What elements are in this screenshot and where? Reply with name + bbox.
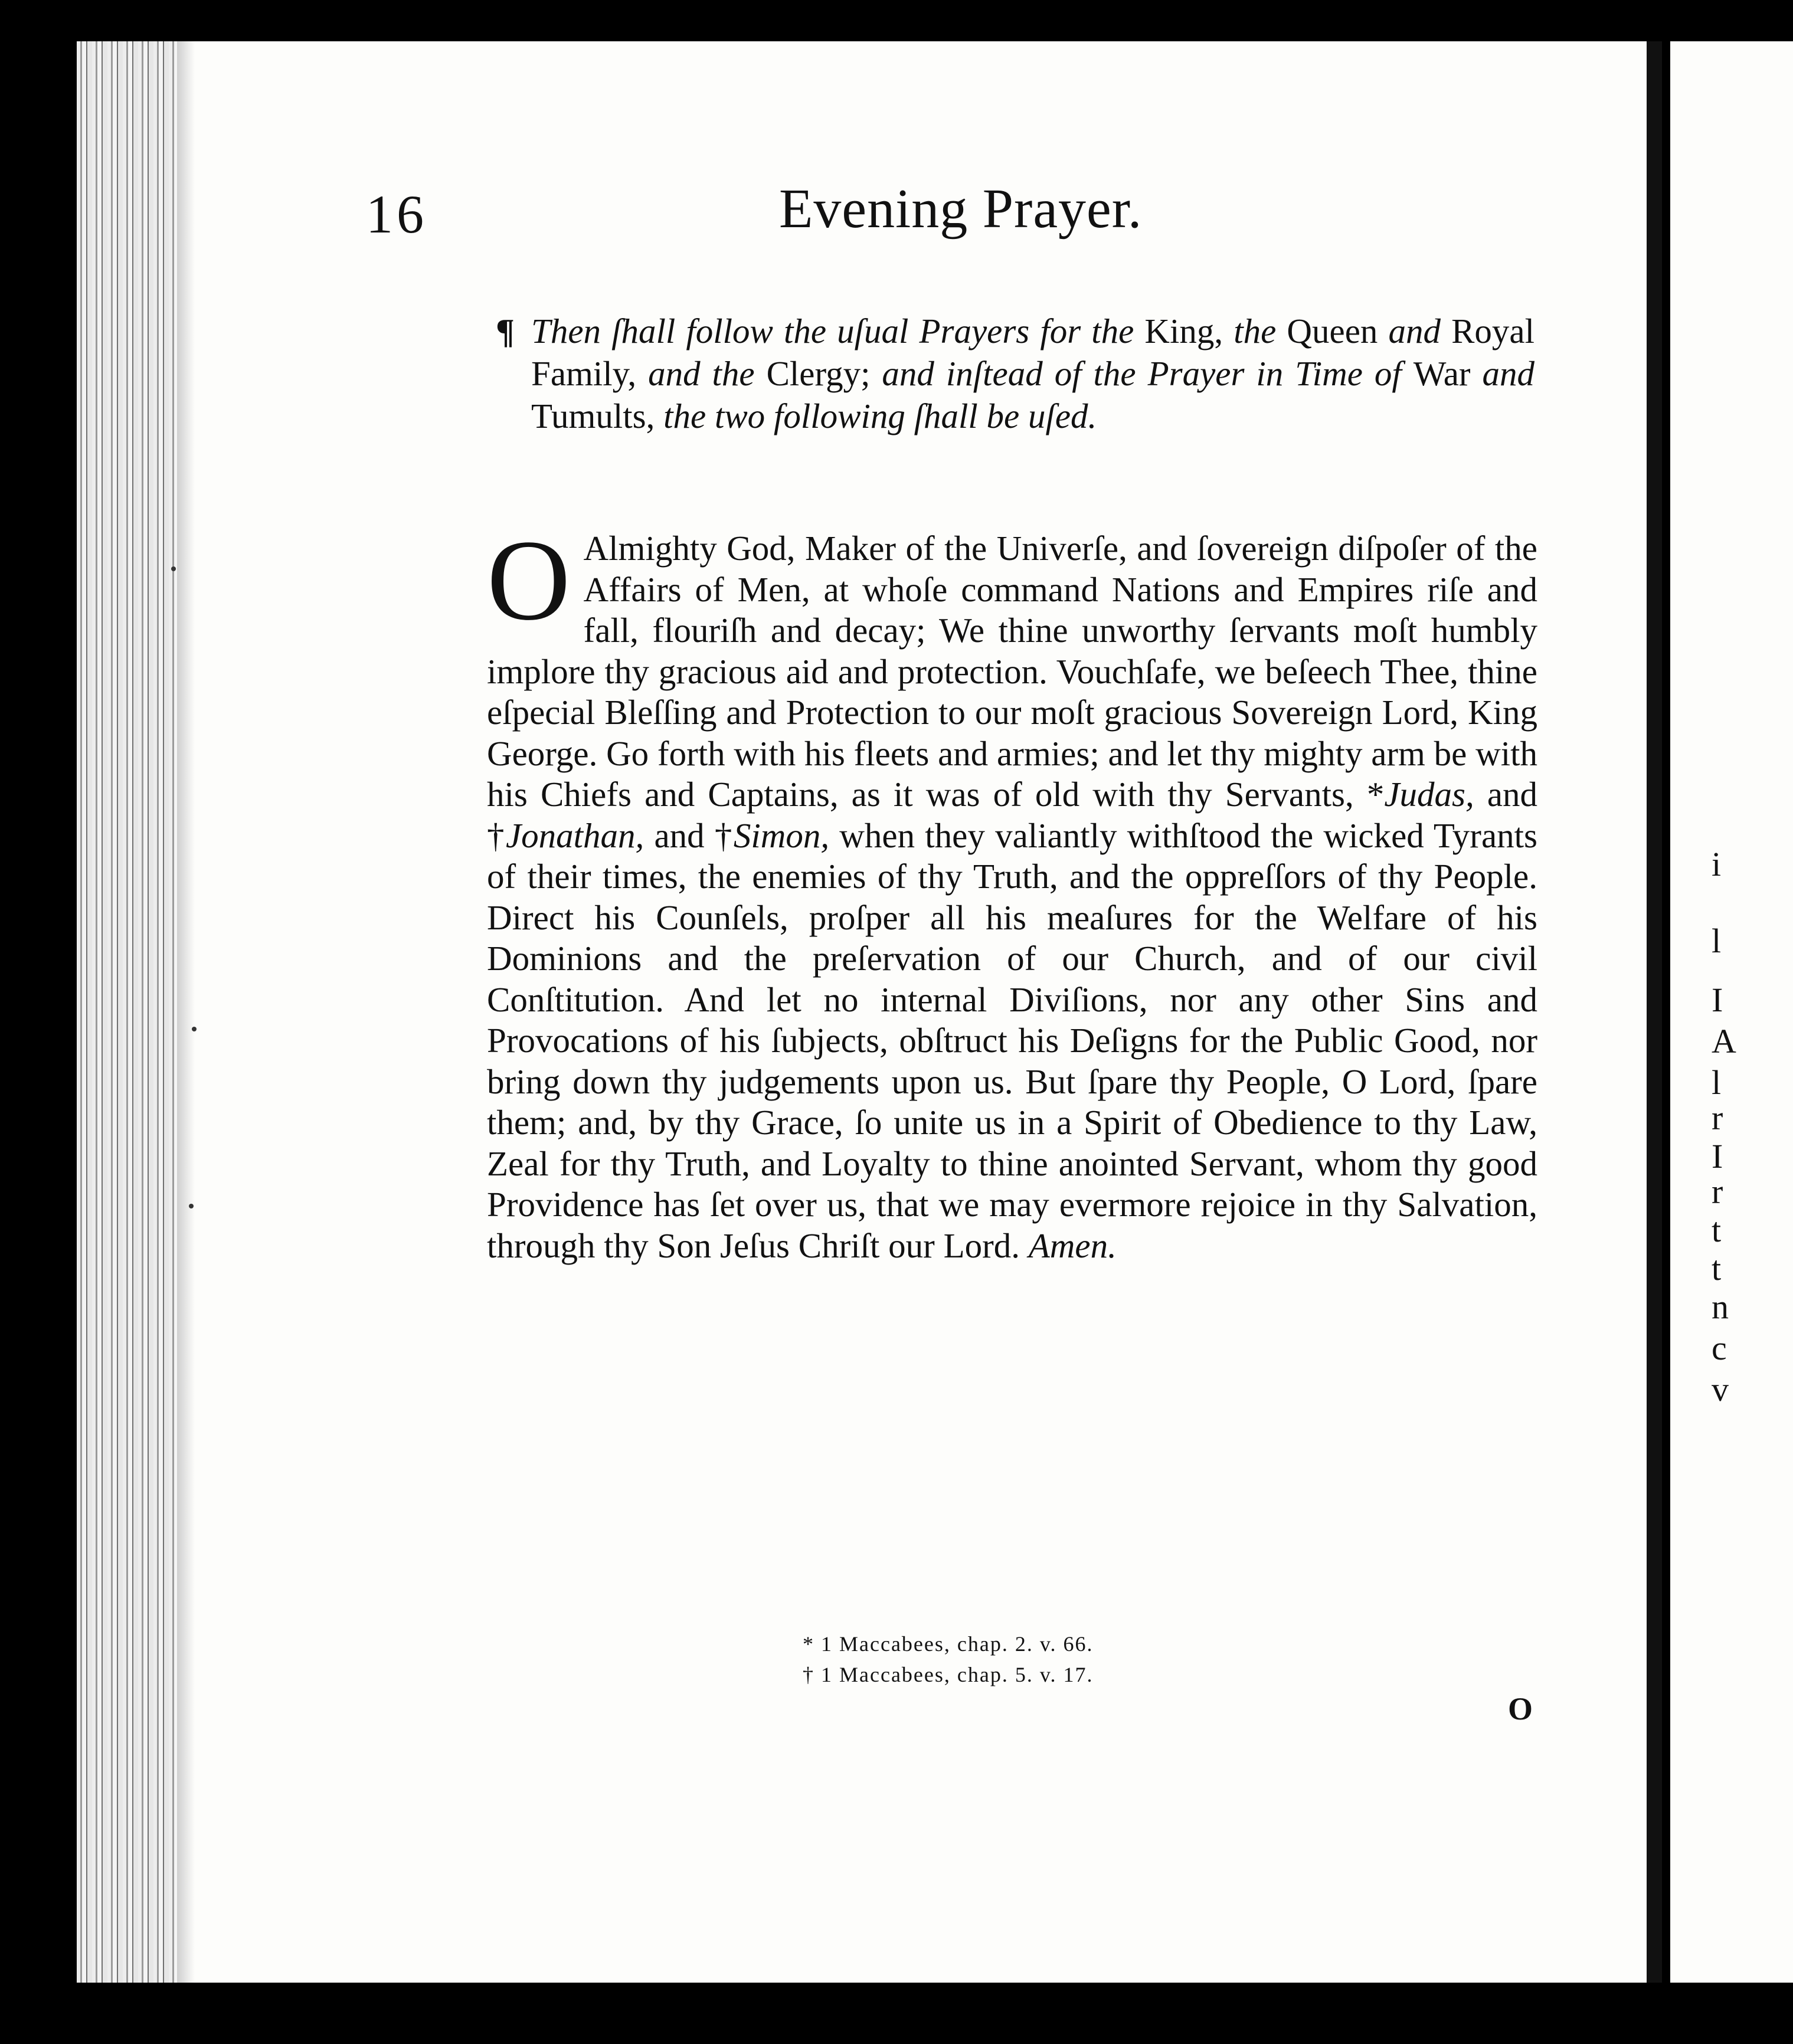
pilcrow-icon: ¶ <box>496 312 515 351</box>
adjacent-page-letter: i <box>1712 845 1722 883</box>
prayer-text <box>487 516 1538 1265</box>
footnote: † 1 Maccabees, chap. 5. v. 17. <box>803 1663 1094 1686</box>
book-spine-edge <box>77 41 177 1983</box>
rubric-run-italic: Then ſhall follow the uſual Prayers for the <box>531 312 1145 351</box>
rubric-run-italic: and <box>1378 312 1452 351</box>
adjacent-page-letter: l <box>1712 922 1722 960</box>
adjacent-page-letter: r <box>1712 1099 1723 1137</box>
drop-cap: O <box>487 516 571 644</box>
adjacent-page-letter: r <box>1712 1172 1723 1211</box>
rubric-run-roman: Tumults, <box>531 397 655 435</box>
prayer-run-italic: Amen. <box>1028 1226 1117 1265</box>
rubric-run-roman: Clergy; <box>766 354 871 393</box>
adjacent-page-letter: t <box>1712 1249 1722 1288</box>
adjacent-page-letter: v <box>1712 1370 1729 1408</box>
rubric-run-roman: War <box>1413 354 1471 393</box>
adjacent-page <box>1670 41 1793 1983</box>
adjacent-page-letter: A <box>1712 1022 1736 1060</box>
adjacent-page-letter: c <box>1712 1329 1727 1367</box>
catchword: O <box>1508 1691 1533 1727</box>
prayer-body <box>487 516 1538 1266</box>
rubric-instruction <box>496 310 1534 437</box>
running-head: Evening Prayer. <box>779 178 1143 240</box>
prayer-run-italic: Judas, <box>1384 775 1474 814</box>
gutter-shadow <box>177 41 195 1983</box>
prayer-run-italic: Simon, <box>733 815 830 855</box>
prayer-run-roman: when they valiantly withſtood the wicked Tyrants of their times, the enemies of thy Truth, and the oppreſſors of thy People. Direct his Counſels, proſper all his meaſures for the Welfare of his Dominions and the preſervation of our Church, and of our civil Conſtitution. And let no internal Diviſions, nor any other Sins and Provocations of his ſubjects, obſtruct his Deſigns for the Public Good, nor bring down thy judgements upon us. But ſpare thy People, O Lord, ſpare them; and, by thy Grace, ſo unite us in a Spirit of Obedience to thy Law, Zeal for thy Truth, and Loyalty to thine anointed Servant, whom thy good Providence has ſet over us, that we may evermore rejoice in thy Salvation, through thy Son Jeſus Chriſt our Lord. <box>487 815 1537 1265</box>
adjacent-page-letter: I <box>1712 981 1723 1019</box>
ink-speck <box>192 1027 197 1031</box>
rubric-run-italic: and inſtead of the Prayer in Time of <box>870 354 1414 393</box>
adjacent-page-letter: t <box>1712 1211 1722 1249</box>
footnote: * 1 Maccabees, chap. 2. v. 66. <box>803 1632 1094 1656</box>
page-number: 16 <box>366 184 427 244</box>
prayer-run-italic: Jonathan, <box>505 815 644 855</box>
prayer-run-roman: and † <box>487 775 1538 855</box>
footnotes <box>803 1629 1094 1690</box>
rubric-run-roman: King, <box>1144 312 1223 351</box>
rubric-run-italic: and <box>1470 354 1534 393</box>
rubric-run-italic: the <box>1223 312 1287 351</box>
rubric-run-roman: Queen <box>1287 312 1378 351</box>
prayer-run-roman: and † <box>644 815 734 855</box>
adjacent-page-letter: I <box>1712 1137 1723 1175</box>
rubric-run-roman: Royal Family, <box>531 312 1534 393</box>
rubric-text <box>531 312 1534 435</box>
rubric-run-italic: the two following ſhall be uſed. <box>655 397 1097 435</box>
prayer-run-roman: Almighty God, Maker of the Univerſe, and ſovereign diſpoſer of the Affairs of Men, at whoſe command Nations and Empires riſe and fall, flouriſh and decay; We thine unworthy ſervants moſt humbly implore thy gracious aid and protection. Vouchſafe, we beſeech Thee, thine eſpecial Bleſſing and Protection to our moſt gracious Sovereign Lord, King George. Go forth with his fleets and armies; and let thy mighty arm be with his Chiefs and Captains, as it was of old with thy Servants, * <box>487 529 1537 814</box>
rubric-run-italic: and the <box>636 354 767 393</box>
ink-speck <box>171 566 176 571</box>
gutter-bar <box>1647 41 1662 1983</box>
adjacent-page-letter: n <box>1712 1288 1729 1326</box>
ink-speck <box>189 1204 194 1208</box>
adjacent-page-letter: l <box>1712 1063 1722 1102</box>
